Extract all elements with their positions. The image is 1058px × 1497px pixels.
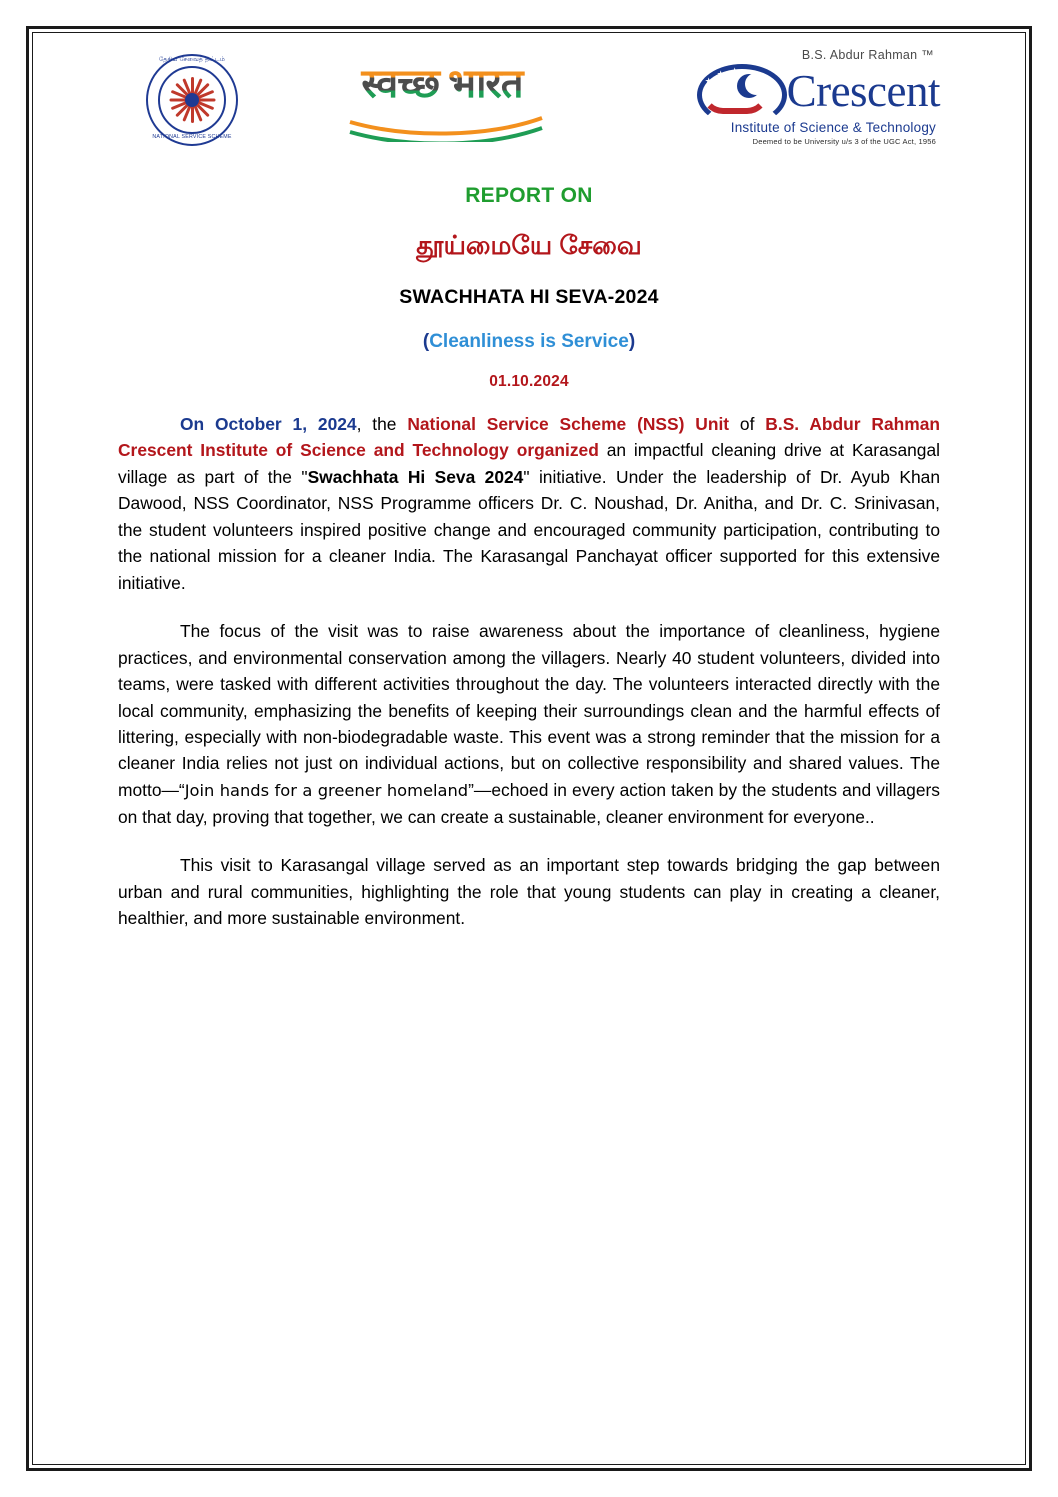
- crescent-tm-line: B.S. Abdur Rahman ™: [801, 48, 934, 62]
- nss-unit-phrase: National Service Scheme (NSS) Unit: [407, 414, 730, 434]
- p1-segment-2: of: [729, 414, 766, 434]
- p1-segment-3: an impactful cleaning drive at Karasangal village as part of the ": [118, 440, 940, 487]
- subtitle-close-paren: ): [628, 331, 636, 352]
- nss-tamil-text: தேசிய சேவைத் திட்டம்: [159, 57, 225, 63]
- p3-text: This visit to Karasangal village served as an important step towards bridging the gap between urban and rural communities, highlighting the role that young students can play in creating a cleaner, healthier, and more sustainable environment.: [118, 855, 940, 929]
- subtitle-text: Cleanliness is Service: [429, 331, 629, 352]
- p1-segment-1: , the: [356, 414, 408, 434]
- nss-wheel-hub: [185, 93, 199, 107]
- nss-emblem-icon: [140, 48, 244, 152]
- report-on-heading: REPORT ON: [465, 184, 593, 207]
- tamil-title: தூய்மையே சேவை: [416, 230, 642, 260]
- crescent-accreditation: Deemed to be University u/s 3 of the UGC Act, 1956: [752, 137, 936, 146]
- event-date: 01.10.2024: [489, 373, 569, 390]
- nss-wheel-icon: [169, 77, 215, 123]
- institute-phrase: B.S. Abdur Rahman Crescent Institute of Science and Technology organized: [118, 414, 940, 461]
- paragraph-one: [118, 411, 940, 596]
- p2-segment-1: The focus of the visit was to raise awareness about the importance of cleanliness, hygiene practices, and environmental conservation among the villagers. Nearly 40 student volunteers, divided into teams, were tasked with different activities throughout the day. The volunteers interacted directly with the local community, emphasizing the benefits of keeping their surroundings clean and the harmful effects of littering, especially with non-biodegradable waste. This event was a strong reminder that the mission for a cleaner India relies not just on individual actions, but on collective responsibility and shared values. The motto—“: [118, 621, 940, 800]
- crescent-main-row: [640, 62, 940, 120]
- motto-text: Join hands for a greener homeland: [184, 780, 469, 800]
- crescent-logo-icon: [640, 48, 940, 148]
- event-date-phrase: On October 1, 2024: [180, 414, 357, 434]
- cleanliness-subtitle: [118, 331, 940, 353]
- swachh-bharat-text: स्वच्छ भारत: [342, 64, 542, 104]
- nss-english-text: NATIONAL SERVICE SCHEME: [152, 134, 232, 140]
- swachh-bharat-logo-icon: [342, 61, 542, 144]
- paragraph-three: [118, 852, 940, 931]
- subtitle-open-paren: (: [422, 331, 430, 352]
- crescent-subtitle: Institute of Science & Technology: [730, 120, 936, 135]
- tricolor-swoosh-icon: [346, 116, 546, 142]
- document-content: [118, 48, 940, 931]
- scheme-title: SWACHHATA HI SEVA-2024: [399, 286, 659, 308]
- initiative-phrase: Swachhata Hi Seva 2024: [307, 466, 524, 487]
- logo-row: [118, 48, 940, 160]
- crescent-moon-star-icon: ★ ★ ★: [695, 62, 781, 120]
- p2-segment-2: ”—echoed in every action taken by the students and villagers on that day, proving that together, we can create a sustainable, cleaner environment for everyone..: [118, 779, 940, 827]
- p1-segment-4: " initiative. Under the leadership of Dr. Ayub Khan Dawood, NSS Coordinator, NSS Programme officers Dr. C. Noushad, Dr. Anitha, and Dr. C. Srinivasan, the student volunteers inspired positive change and encouraged community participation, contributing to the national mission for a cleaner India. The Karasangal Panchayat officer supported for this extensive initiative.: [118, 466, 940, 593]
- paragraph-two: [118, 618, 940, 830]
- crescent-wordmark: Crescent: [786, 65, 940, 116]
